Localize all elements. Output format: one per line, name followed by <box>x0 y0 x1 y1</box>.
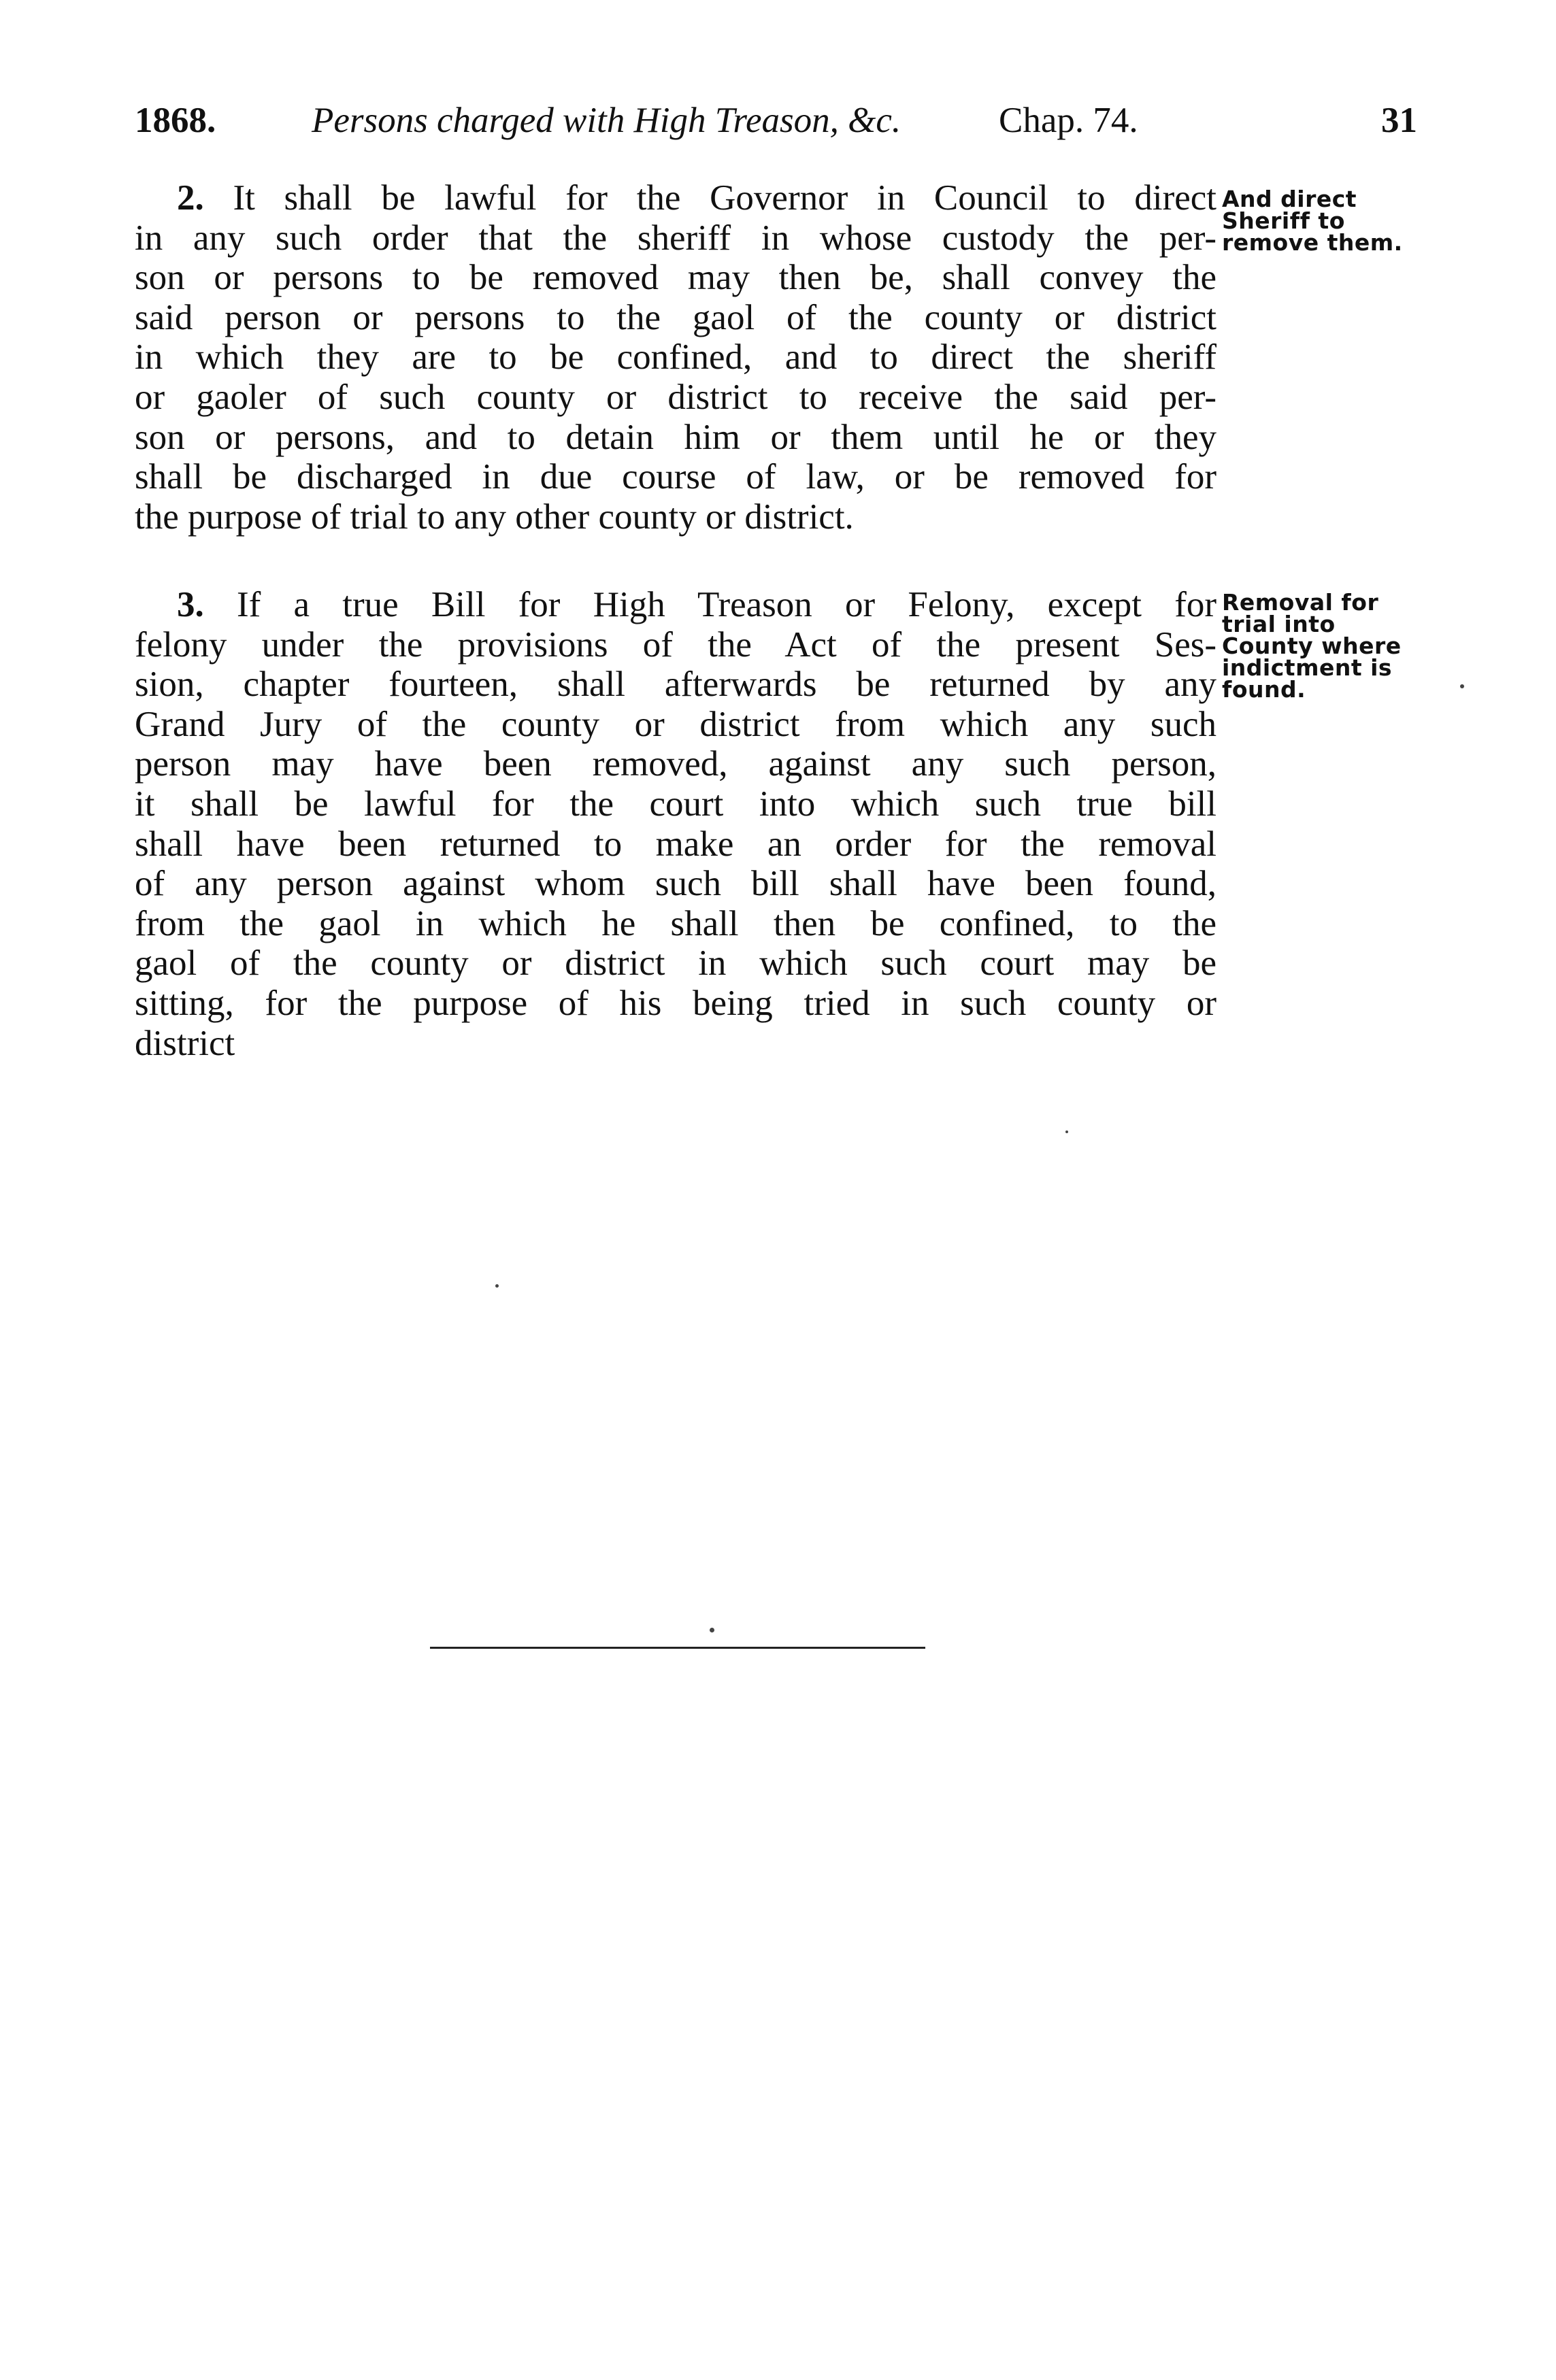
page-number: 31 <box>1381 101 1417 140</box>
section-line: sitting, for the purpose of his being tried in such county or <box>135 983 1216 1023</box>
section-line: person may have been removed, against any such person, <box>135 744 1216 784</box>
section-line: felony under the provisions of the Act of the present Ses- <box>135 624 1216 665</box>
section-line: sion, chapter fourteen, shall afterwards be returned by any <box>135 665 1216 705</box>
print-speck <box>1065 1130 1068 1133</box>
running-header <box>135 97 1417 144</box>
header-chapter: Chap. 74. <box>999 101 1138 140</box>
section-line: son or persons to be removed may then be, shall convey the <box>135 258 1216 298</box>
header-title: Persons charged with High Treason, &c. <box>312 101 901 140</box>
section-line: 3. If a true Bill for High Treason or Felony, except for <box>177 585 1217 624</box>
section-line: gaol of the county or district in which such court may be <box>135 943 1216 984</box>
end-rule <box>430 1647 925 1649</box>
section-line: said person or persons to the gaol of the county or district <box>135 297 1216 337</box>
section-line: Grand Jury of the county or district from which any such <box>135 704 1216 744</box>
section-line: it shall be lawful for the court into which such true bill <box>135 784 1216 824</box>
section-line: in which they are to be confined, and to direct the sheriff <box>135 337 1216 378</box>
print-speck <box>710 1628 714 1632</box>
marginal-note-line: indictment is <box>1222 654 1393 681</box>
marginal-note-line: trial into <box>1222 611 1336 637</box>
section-number: 2. <box>177 178 204 218</box>
marginal-note-line: remove them. <box>1222 229 1403 256</box>
section-3 <box>135 585 1216 1063</box>
section-line: 2. It shall be lawful for the Governor in Council to direct <box>177 178 1217 218</box>
marginal-note-section-3 <box>1222 589 1426 703</box>
section-line: shall have been returned to make an order for the removal <box>135 824 1216 864</box>
header-year: 1868. <box>135 101 216 140</box>
marginal-note-line: found. <box>1222 676 1306 703</box>
section-line: the purpose of trial to any other county or district. <box>135 497 854 537</box>
section-line: or gaoler of such county or district to receive the said per- <box>135 377 1216 417</box>
marginal-note-line: County where <box>1222 633 1402 659</box>
section-2 <box>135 178 1216 537</box>
section-number: 3. <box>177 585 204 624</box>
print-speck <box>495 1284 499 1288</box>
section-line: son or persons, and to detain him or them until he or they <box>135 417 1216 457</box>
marginal-note-line: And direct <box>1222 186 1357 212</box>
section-line: from the gaol in which he shall then be confined, to the <box>135 903 1216 943</box>
section-line: in any such order that the sheriff in whose custody the per- <box>135 218 1216 258</box>
section-line: of any person against whom such bill shall have been found, <box>135 864 1216 904</box>
marginal-note-section-2 <box>1222 188 1426 254</box>
section-line: shall be discharged in due course of law, or be removed for <box>135 457 1216 497</box>
marginal-note-line: Removal for <box>1222 589 1379 616</box>
marginal-note-line: Sheriff to <box>1222 207 1345 234</box>
section-line: district <box>135 1023 235 1063</box>
print-speck <box>1460 684 1464 688</box>
